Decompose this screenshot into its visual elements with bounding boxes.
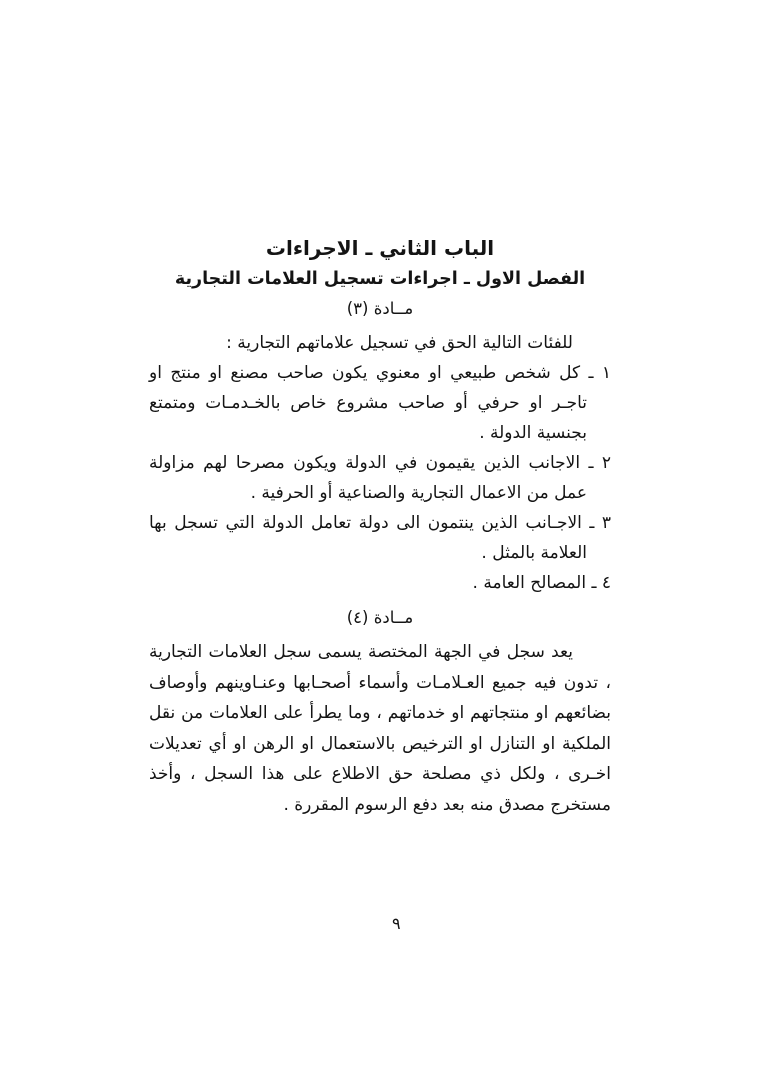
article-3-intro: للفئات التالية الحق في تسجيل علاماتهم التجارية : [226,333,573,353]
article-3-heading: مــادة (٣) [346,299,414,318]
article-3-item-1: ١ ـ كل شخص طبيعي او معنوي يكون صاحب مصنع او منتج او تاجـر او حرفي أو صاحب مشروع خاص بالخـدمـات ومتمتع بجنسية الدولة . [149,363,611,443]
chapter-title: الباب الثاني ـ الاجراءات [265,236,495,260]
article-4-paragraph: يعد سجل في الجهة المختصة يسمى سجل العلامات التجارية ، تدون فيه جميع العـلامـات وأسماء أصحـابها وعنـاوينهم وأوصاف بضائعهم او منتجاتهم او خدماتهم ، وما يطرأ على العلامات من نقل الملكية او التنازل او الترخيص بالاستعمال او الرهن او أي تعديلات اخـرى ، ولكل ذي مصلحة حق الاطلاع على هذا السجل ، وأخذ مستخرج مصدق منه بعد دفع الرسوم المقررة . [149,642,611,815]
article-3-item-4: ٤ ـ المصالح العامة . [472,573,611,593]
article-3-item-2: ٢ ـ الاجانب الذين يقيمون في الدولة ويكون مصرحا لهم مزاولة عمل من الاعمال التجارية والصناعية أو الحرفية . [149,453,611,503]
article-4-heading: مــادة (٤) [346,608,414,627]
section-title: الفصل الاول ـ اجراءات تسجيل العلامات التجارية [174,269,586,289]
article-3-item-3: ٣ ـ الاجـانب الذين ينتمون الى دولة تعامل الدولة التي تسجل بها العلامة بالمثل . [149,513,611,563]
page-content [149,236,611,820]
page-number: ٩ [392,914,401,933]
